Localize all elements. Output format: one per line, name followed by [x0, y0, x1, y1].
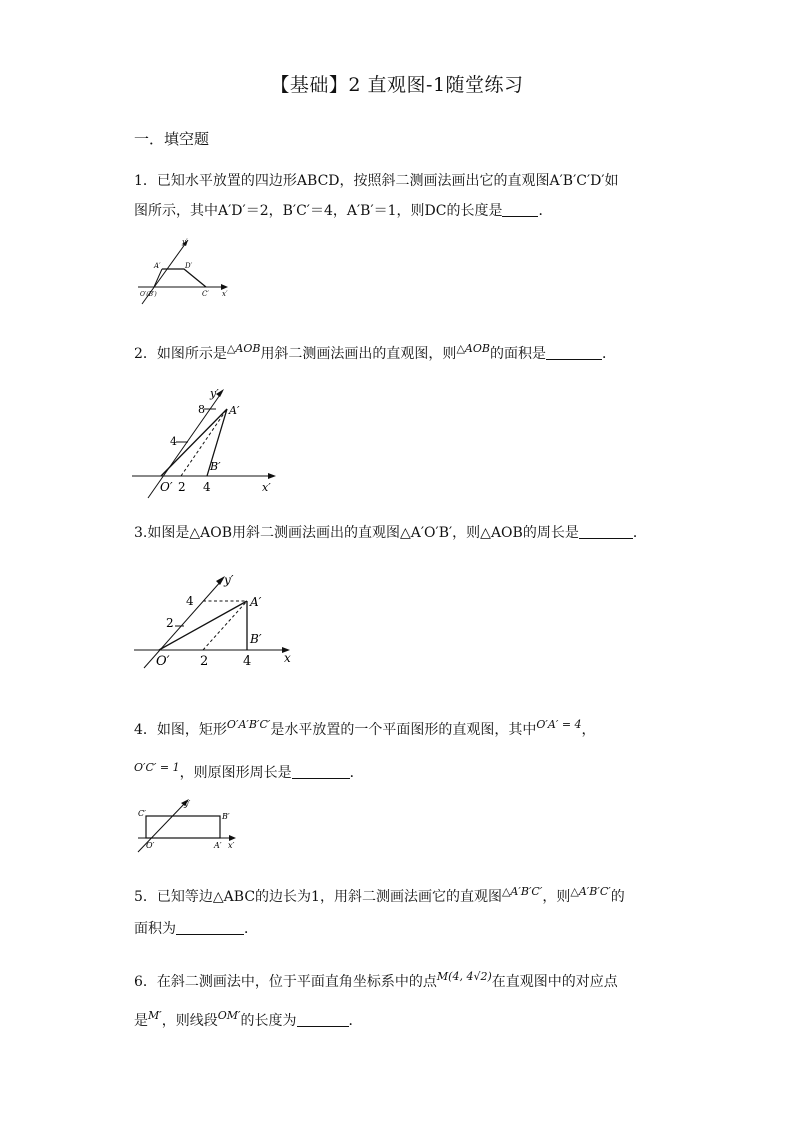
- figure-2-tick-4: 4: [170, 435, 177, 448]
- question-4-line-2: $^{O'C' = 1}$，则原图形周长是 ．: [134, 761, 364, 781]
- figure-2-a-label: A′: [229, 404, 240, 417]
- triangle-abc-prime: △A′B′C′: [501, 885, 543, 898]
- figure-3-x-label: x: [284, 651, 291, 665]
- answer-blank[interactable]: [579, 522, 633, 539]
- figure-3-tick-4: 4: [186, 594, 194, 608]
- figure-2-y-label: y′: [210, 387, 219, 400]
- answer-blank[interactable]: [176, 918, 244, 935]
- figure-3-origin-label: O′: [156, 654, 170, 669]
- figure-1: [138, 234, 238, 306]
- question-4: [134, 706, 674, 792]
- figure-2-b-label: B′: [210, 460, 221, 473]
- triangle-aob: △AOB: [226, 342, 261, 355]
- figure-2-x-label: x′: [262, 481, 271, 494]
- figure-1-d-label: D′: [185, 262, 193, 270]
- question-4-line-1: 4．如图，矩形$^{O'A'B'C'}$是水平放置的一个平面图形的直观图，其中$^{O'A' = 4}$，: [134, 718, 596, 738]
- section-heading: 一．填空题: [134, 130, 210, 148]
- question-5-line-2: 面积为 ．: [134, 913, 674, 945]
- figure-1-c-label: C′: [202, 290, 209, 298]
- figure-2: [132, 382, 282, 500]
- point-m: M(4, 4√2): [436, 970, 492, 983]
- answer-blank[interactable]: [502, 200, 538, 217]
- figure-4-origin-label: O′: [146, 841, 155, 850]
- figure-3-tick-2: 2: [166, 616, 174, 630]
- question-5: [134, 876, 674, 945]
- figure-3: [134, 568, 299, 672]
- figure-2-tick-8: 8: [198, 403, 205, 416]
- figure-4: [138, 796, 248, 854]
- segment-oc: O′C′ = 1: [134, 761, 180, 774]
- figure-1-x-label: x′: [222, 290, 228, 298]
- figure-2-x-tick-2: 2: [178, 480, 186, 494]
- question-6: [134, 960, 674, 1038]
- question-1-line-1: 1．已知水平放置的四边形ABCD，按照斜二测画法画出它的直观图A′B′C′D′如: [134, 173, 619, 189]
- figure-1-origin-label: O′(B′): [140, 291, 157, 298]
- figure-4-y-label: y′: [184, 799, 191, 808]
- figure-3-y-label: y′: [224, 573, 234, 587]
- point-m-prime: M′: [148, 1009, 162, 1022]
- segment-om-prime: OM′: [217, 1009, 241, 1022]
- question-6-line-2: 是$^{M'}$，则线段$^{OM'}$的长度为 ．: [134, 1009, 363, 1029]
- triangle-abc-prime-2: △A′B′C′: [570, 885, 611, 898]
- question-5-line-1: 5．已知等边△ABC的边长为1，用斜二测画法画它的直观图$^{\triangle A'B'C'}$，则$^{\triangle A'B'C'}$的: [134, 885, 625, 905]
- answer-blank[interactable]: [546, 343, 602, 360]
- segment-oa: O′A′ = 4: [536, 718, 582, 731]
- question-2: 2．如图所示是$^{\triangle AOB}$用斜二测画法画出的直观图，则$^{\triangle AOB}$的面积是 ．: [134, 342, 616, 362]
- question-1-line-2: 图所示，其中A′D′＝2，B′C′＝4，A′B′＝1，则DC的长度是 ．: [134, 196, 674, 226]
- figure-4-a-label: A′: [214, 841, 222, 850]
- figure-1-a-label: A′: [154, 262, 161, 270]
- figure-4-x-label: x′: [228, 841, 235, 850]
- figure-2-origin-label: O′: [160, 480, 173, 494]
- figure-3-x-tick-4: 4: [243, 654, 252, 669]
- answer-blank[interactable]: [297, 1010, 349, 1027]
- rect-label: O′A′B′C′: [226, 718, 271, 731]
- figure-1-y-label: y′: [182, 238, 188, 246]
- page-title: 【基础】2 直观图-1随堂练习: [270, 74, 524, 96]
- figure-3-b-label: B′: [250, 632, 262, 646]
- answer-blank[interactable]: [292, 762, 350, 779]
- triangle-aob-2: △AOB: [456, 342, 490, 355]
- figure-4-c-label: C′: [138, 809, 146, 818]
- question-6-line-1: 6．在斜二测画法中，位于平面直角坐标系中的点$^{M(4, 4√2)}$在直观图中的对应点: [134, 970, 618, 990]
- figure-3-a-label: A′: [250, 595, 262, 609]
- figure-2-x-tick-4: 4: [203, 480, 211, 494]
- question-3: 3.如图是△AOB用斜二测画法画出的直观图△A′O′B′，则△AOB的周长是 ．: [134, 518, 694, 548]
- question-1: [134, 166, 674, 226]
- figure-4-b-label: B′: [222, 812, 230, 821]
- figure-3-x-tick-2: 2: [200, 654, 209, 669]
